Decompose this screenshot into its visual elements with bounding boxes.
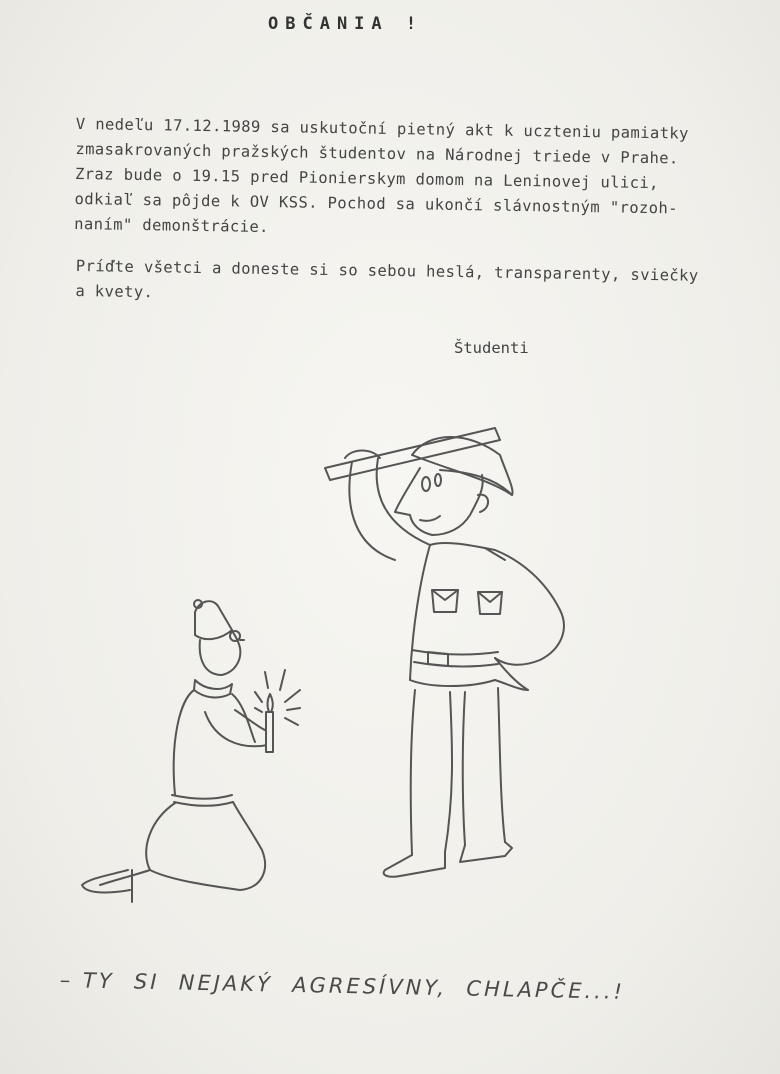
signature: Študenti — [454, 339, 529, 357]
handwritten-caption: – TY SI NEJAKÝ AGRESÍVNY, CHLAPČE...! — [59, 968, 626, 1004]
invitation-paragraph: Príďte všetci a doneste si so sebou heslá, transparenty, sviečky a kvety. — [75, 256, 699, 302]
kneeling-student-icon — [82, 600, 300, 902]
announcement-paragraph: V nedeľu 17.12.1989 sa uskutoční pietný akt k uczteniu pamiatky zmasakrovaných pražských študentov na Národnej triede v Prahe. Zraz bude o 19.15 pred Pionierskym domom na Leninovej ulici, odkiaľ sa pôjde k OV KSS. Pochod sa ukončí slávnostným "rozoh- naním" demonštrácie. — [74, 114, 689, 237]
leaflet-title: OBČANIA ! — [268, 14, 424, 34]
policeman-icon — [325, 428, 564, 877]
